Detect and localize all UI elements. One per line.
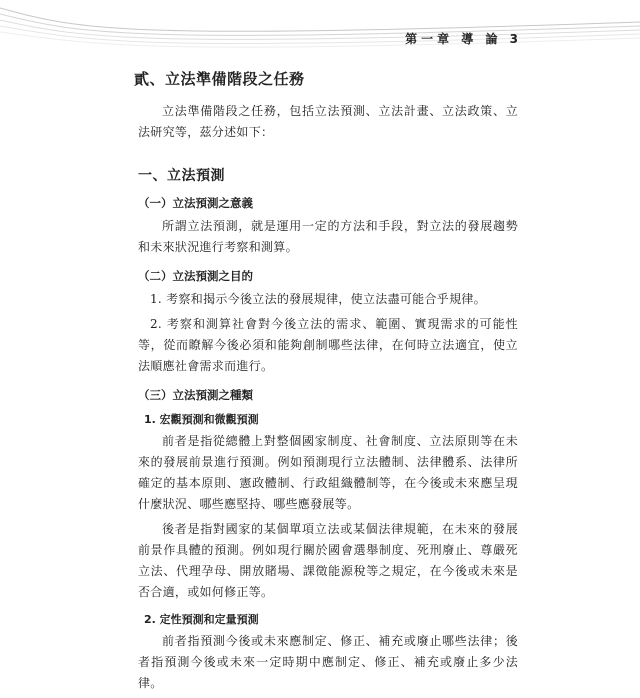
- purpose-item-1: 1. 考察和揭示今後立法的發展規律，使立法盡可能合乎規律。: [150, 292, 486, 306]
- intro-paragraph: 立法準備階段之任務，包括立法預測、立法計畫、立法政策、立法研究等，茲分述如下：: [138, 104, 518, 139]
- type-2-heading: 2. 定性預測和定量預測: [144, 613, 259, 626]
- meaning-heading: （一）立法預測之意義: [138, 196, 253, 210]
- purpose-item-2: 2. 考察和測算社會對今後立法的需求、範圍、實現需求的可能性等，從而瞭解今後必須和能夠創制哪些法律，在何時立法適宜，使立法順應社會需求而進行。: [138, 317, 518, 373]
- purpose-heading: （二）立法預測之目的: [138, 269, 253, 283]
- meaning-paragraph: 所謂立法預測，就是運用一定的方法和手段，對立法的發展趨勢和未來狀況進行考察和測算。: [138, 219, 518, 254]
- header-wave-decoration: [0, 0, 640, 60]
- running-head: 第一章 導 論 3: [405, 32, 522, 46]
- type-1-heading: 1. 宏觀預測和微觀預測: [144, 413, 259, 426]
- page-content: [134, 62, 518, 698]
- type-1-paragraph-2: 後者是指對國家的某個單項立法或某個法律規範，在未來的發展前景作具體的預測。例如現行關於國會選舉制度、死刑廢止、尊嚴死立法、代理孕母、開放賭場、課徵能源稅等之規定，在今後或未來是否合適，或如何修正等。: [138, 522, 518, 599]
- subsection-title: 一、立法預測: [138, 168, 225, 184]
- type-1-paragraph-1: 前者是指從總體上對整個國家制度、社會制度、立法原則等在未來的發展前景進行預測。例如預測現行立法體制、法律體系、法律所確定的基本原則、憲政體制、行政組織體制等，在今後或未來應呈現什麼狀況、哪些應堅持、哪些應發展等。: [138, 434, 518, 511]
- types-heading: （三）立法預測之種類: [138, 388, 253, 402]
- type-2-paragraph: 前者指預測今後或未來應制定、修正、補充或廢止哪些法律；後者指預測今後或未來一定時期中應制定、修正、補充或廢止多少法律。: [138, 634, 518, 690]
- section-title: 貳、立法準備階段之任務: [134, 70, 305, 88]
